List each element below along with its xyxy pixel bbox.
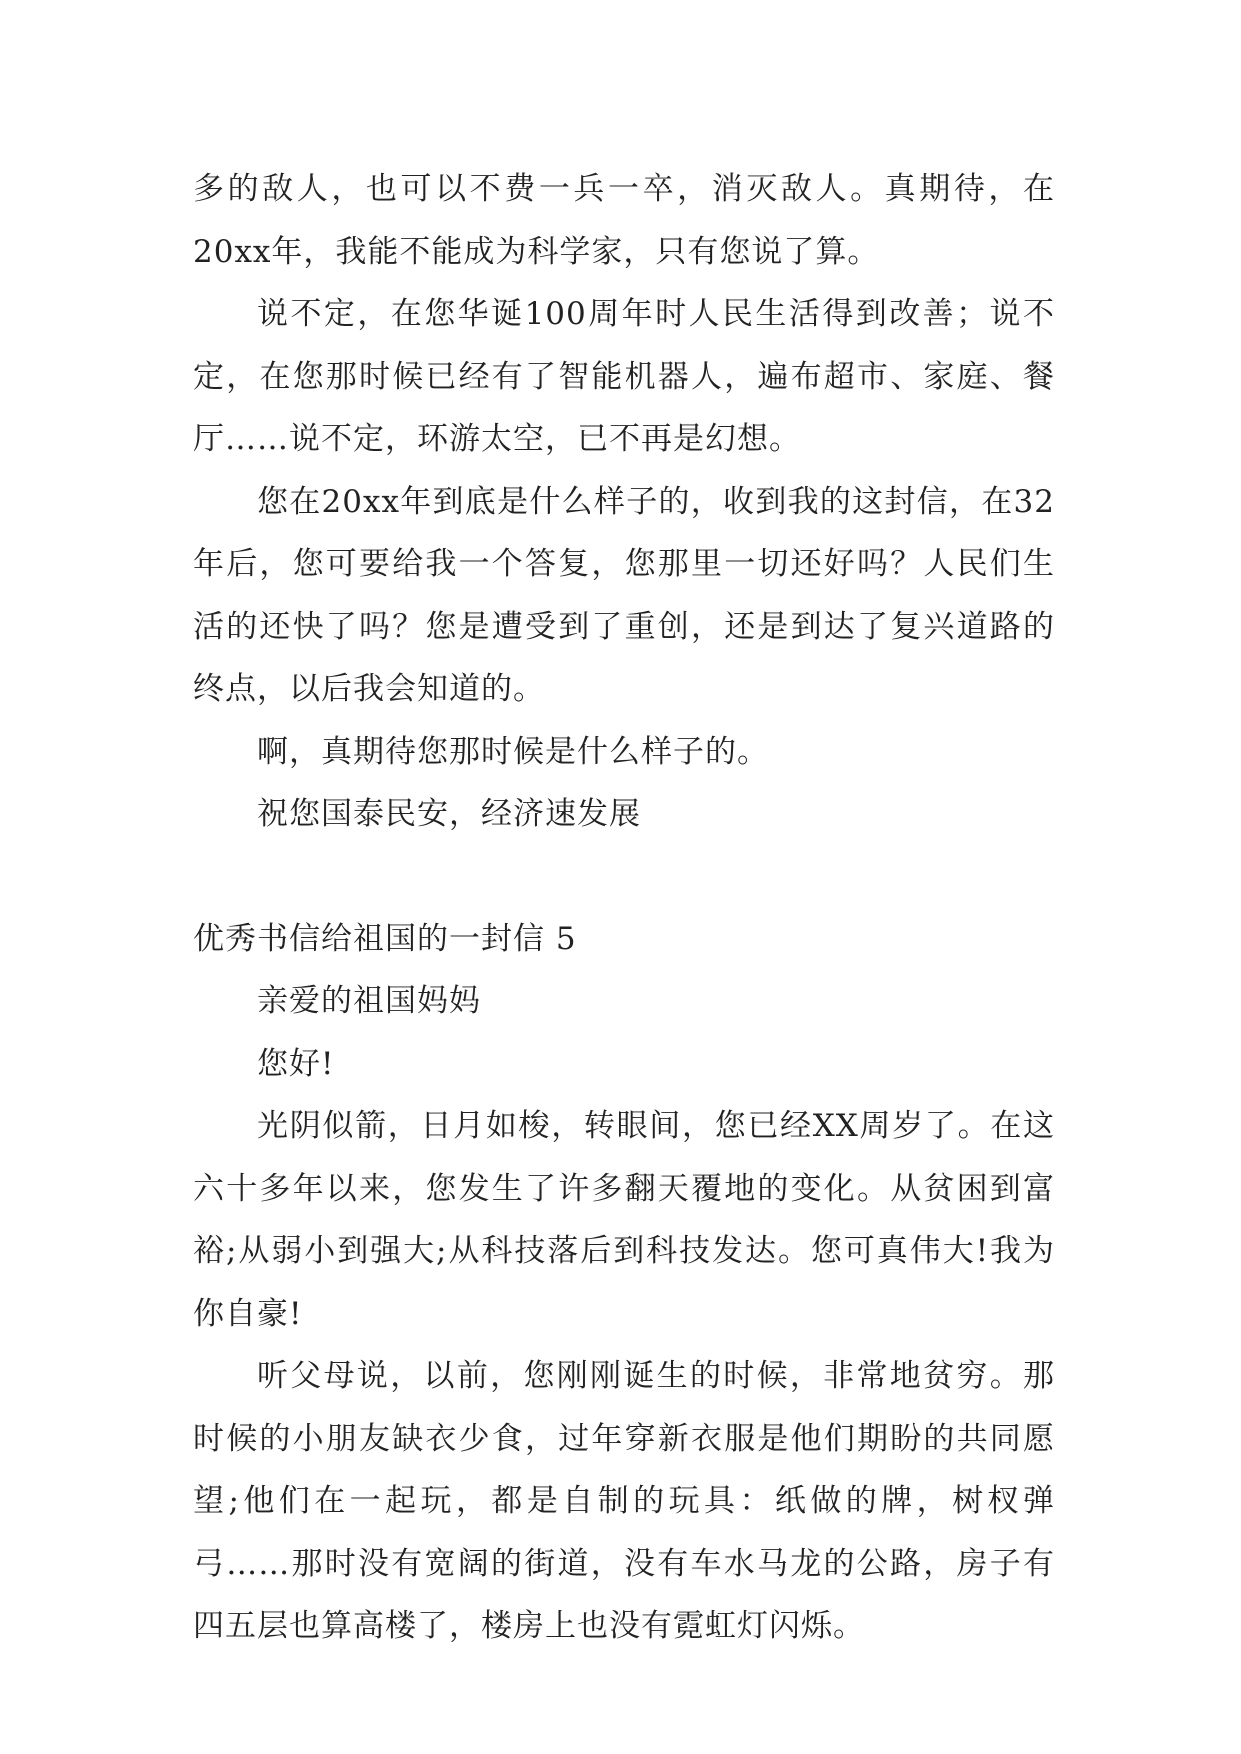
paragraph: 啊，真期待您那时候是什么样子的。 — [257, 733, 769, 770]
paragraph: 光阴似箭，日月如梭，转眼间，您已经XX周岁了。在这六十多年以来，您发生了许多翻天覆地的变化。从贫困到富裕;从弱小到强大;从科技落后到科技发达。您可真伟大!我为你自豪! — [193, 1108, 1055, 1332]
section-spacer — [193, 846, 1055, 908]
closing-wish: 祝您国泰民安，经济速发展 — [257, 796, 641, 832]
paragraph-continuation: 多的敌人，也可以不费一兵一卒，消灭敌人。真期待，在20xx年，我能不能成为科学家，只有您说了算。 — [193, 171, 1055, 270]
letter-salutation: 亲爱的祖国妈妈 — [257, 983, 481, 1019]
letter-greeting: 您好! — [257, 1045, 335, 1082]
paragraph: 您在20xx年到底是什么样子的，收到我的这封信，在32年后，您可要给我一个答复，您那里一切还好吗？人民们生活的还快了吗？您是遭受到了重创，还是到达了复兴道路的终点，以后我会知道的。 — [193, 483, 1055, 707]
paragraph: 说不定，在您华诞100周年时人民生活得到改善；说不定，在您那时候已经有了智能机器人，遍布超市、家庭、餐厅……说不定，环游太空，已不再是幻想。 — [193, 296, 1055, 457]
paragraph: 听父母说，以前，您刚刚诞生的时候，非常地贫穷。那时候的小朋友缺衣少食，过年穿新衣服是他们期盼的共同愿望;他们在一起玩，都是自制的玩具：纸做的牌，树杈弹弓……那时没有宽阔的街道，没有车水马龙的公路，房子有四五层也算高楼了，楼房上也没有霓虹灯闪烁。 — [193, 1358, 1055, 1644]
document-page — [193, 158, 1055, 1658]
section-title: 优秀书信给祖国的一封信 5 — [193, 920, 577, 957]
